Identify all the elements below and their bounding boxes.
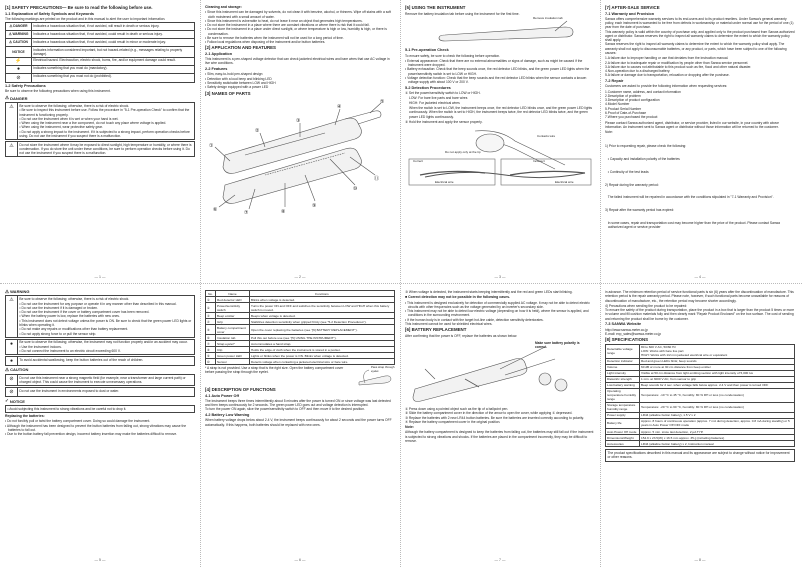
manual-page-5 bbox=[0, 283, 200, 566]
list-item: • Capacity and installation polarity of the batteries bbox=[605, 156, 680, 161]
figure-label: Do not apply only at the tip bbox=[445, 150, 481, 155]
warning-triangle-icon: ⚠ bbox=[6, 142, 18, 156]
paragraph: Although the battery compartment is designed to keep the batteries from falling out, the batteries may still fall out if the instrument is subjected to strong vibrations and shocks. If the batteries are placed in the compartment incorrectly, they may be difficult to remove. bbox=[405, 430, 594, 443]
spec-label: Storage temperature humidity range bbox=[606, 402, 640, 412]
subsection-title: 4-2 Battery Low Warning bbox=[205, 413, 250, 418]
prohibited-icon: ⊘ bbox=[6, 74, 32, 82]
battery-notes-list bbox=[5, 419, 195, 436]
section-title: [3] NAMES OF PARTS bbox=[205, 90, 251, 96]
section-title: [1] SAFETY PRECAUTIONS— Be sure to read the following before use. bbox=[5, 5, 153, 10]
cell-function: Pull this out before use (see "[5] USING THE INSTRUMENT"). bbox=[250, 335, 395, 341]
list-item: • Detection with a loud beep and blinking LED bbox=[205, 76, 272, 81]
usage-figure bbox=[405, 125, 595, 187]
figure-label: Electrical wire bbox=[555, 180, 574, 185]
list-item: 2) Repair during the warranty period: bbox=[605, 182, 659, 187]
notice-label: NOTICE bbox=[9, 398, 25, 404]
table-row bbox=[606, 418, 795, 428]
warning-box bbox=[5, 295, 195, 337]
spec-label: Low battery warning bbox=[606, 382, 640, 388]
warning-text: Be sure to observe the following; otherwise, there is a risk of electric shock. • Do not use the instrument for any purpose or operate it in any manner other than described in this manual. • Do not use the instrument if it is damaged or broken. • Do not use the instrument if the cover or battery compartment cover has been removed. • When the battery power is low, replace the batteries with new ones. • This instrument does not detect voltage unless the power is ON. Be sure to check that the green power LED lights or blinks when operating it. • Do not make any repairs or modifications other than battery replacement. • Do not apply strong force to or pull the sensor strip. bbox=[19, 297, 192, 336]
figure-label: Electrical wire bbox=[435, 180, 454, 185]
keyword-text: Indicates a hazardous situation that, if not avoided, could result in minor or moderate injury. bbox=[33, 39, 166, 44]
keyword-label: ⚠ WARNING bbox=[6, 31, 32, 38]
cell-name: Beep emitter bbox=[216, 313, 250, 319]
page-number: — 2 — bbox=[294, 275, 306, 280]
insulation-tab-figure bbox=[405, 17, 595, 47]
strap-note-row bbox=[205, 366, 395, 386]
keyword-text: Indicates something that you must do (mandatory). bbox=[33, 66, 108, 71]
spec-label: Detectable voltage range bbox=[606, 344, 640, 358]
danger-box bbox=[5, 141, 195, 157]
caution-box bbox=[5, 387, 195, 397]
mandatory-icon: ● bbox=[6, 357, 18, 365]
cell-function: Stabilizes detection sensitivity when gripped firmly (see "5-2 Detection Procedures"). bbox=[250, 319, 395, 325]
keyword-text: Electrical hazard. Electrocution, electric shock, burns, fire, and/or equipment damage could result. bbox=[33, 58, 176, 63]
list-item: 1.A failure due to improper handling or use that deviates from the instruction manual. bbox=[605, 56, 729, 61]
manual-page-8 bbox=[600, 283, 800, 566]
subsection-title: 1-1 Explanation of Safety Symbols and Keywords bbox=[5, 11, 95, 16]
section-title: [8] SPECIFICATIONS bbox=[605, 337, 649, 343]
list-item: 2.A failure due to inadequate repair or modification by people other than Sanwa service personnel. bbox=[605, 60, 749, 65]
mandatory-icon: ● bbox=[6, 340, 18, 354]
warning-label: WARNING bbox=[10, 288, 30, 294]
table-row bbox=[606, 344, 795, 358]
detector-drawing bbox=[405, 17, 595, 47]
keyword-text: Indicates a hazardous situation that, if not avoided, will result in death or serious injury. bbox=[33, 23, 160, 28]
cell-no: ② bbox=[206, 303, 216, 313]
caution-text: Do not use this instrument near a strong magnetic field (for example, near a transformer and large current path) or charged object. This could cause the instrument to execute unnecessary operations. bbox=[19, 375, 186, 385]
list-item: • Do not store the instrument in a place under direct sunlight, or where temperature is high or low, humidity is high, or there is condensation. bbox=[205, 27, 387, 36]
cell-function: Holds the edge of cloth when the instrument is stored in a pocket. bbox=[250, 347, 395, 353]
list-item: ② Slide the battery compartment cover in the direction of the arrow to open the cover, while applying ① depressed. bbox=[405, 411, 573, 416]
notice-text: • Avoid subjecting this instrument to strong vibrations and be careful not to drop it. bbox=[7, 406, 127, 411]
subsection-title: 7-1 Warranty and Provision bbox=[605, 11, 655, 16]
cell-function: Detects voltage when contacting a jacketed electrical wire or bare wire. bbox=[250, 359, 395, 365]
paragraph: ② Hold the instrument and apply the sensor properly. bbox=[405, 119, 483, 124]
part-number-label: ④ bbox=[337, 104, 342, 111]
paragraph: After confirming that the power is OFF, replace the batteries as shown below. bbox=[405, 333, 518, 338]
keyword-row bbox=[6, 39, 194, 47]
note-heading: Note: bbox=[605, 130, 613, 135]
list-item: 3) Repair after the warranty period has expired: bbox=[605, 208, 675, 213]
warning-box bbox=[5, 339, 195, 355]
list-item: 3.A failure due to causes not attributable to this product such as fire, flood and other natural disaster. bbox=[605, 64, 752, 69]
list-item: 3.Description of product configuration bbox=[605, 98, 660, 103]
list-item: 1.Customer name, address, and contact information bbox=[605, 89, 681, 94]
spec-label: Power supply bbox=[606, 412, 640, 418]
cell-function: Open the cover replacing the batteries (see "[6] BATTERY REPLACEMENT"). bbox=[250, 325, 395, 335]
spec-label: Battery life bbox=[606, 418, 640, 428]
notice-heading bbox=[5, 398, 195, 404]
danger-box bbox=[5, 102, 195, 140]
list-item: • Due to the button battery fall prevention design, incorrect battery insertion may make the batteries difficult to remove. bbox=[5, 432, 178, 437]
list-item: 5.A failure or damage due to transportation, relocation or dropping after the purchase. bbox=[605, 73, 730, 78]
cell-name: Strap eyelet* bbox=[216, 341, 250, 347]
cell-name: Power/sensitivity switch bbox=[216, 303, 250, 313]
keyword-table bbox=[5, 22, 195, 83]
paragraph: When battery voltage drops below about 2.4 V, the instrument beeps continuously for about 2 seconds and the power turns OFF automatically. If this happens, both batteries should be replaced with new ones. bbox=[205, 418, 392, 427]
subsection-title: ■ Correct detection may not be possible in the following cases. bbox=[405, 295, 510, 300]
cell-no: ⑥ bbox=[206, 335, 216, 341]
subsection-title: Replacing the batteries: bbox=[5, 414, 45, 419]
part-number-label: ⑪ bbox=[374, 176, 380, 183]
features-list bbox=[205, 72, 395, 89]
warning-text: Be sure to observe the following; otherwise, the instrument may not function properly and/or an accident may occur. • Use the instrument indoors. • Do not connect the instrument to an electric circuit exceeding 600 V. bbox=[19, 340, 188, 353]
column-header: Functions bbox=[250, 291, 395, 297]
subsection-title: 1-2 Safety Precautions bbox=[5, 84, 46, 89]
caution-heading bbox=[5, 367, 195, 373]
keyword-row bbox=[6, 74, 194, 82]
list-item: ① Press down using a pointed object such as the tip of a ballpoint pen. bbox=[405, 407, 509, 412]
cell-name: Grip bbox=[216, 319, 250, 325]
list-item: • Although the instrument has been designed to prevent the button batteries from falling out, strong vibrations may cause the batteries to fall out. bbox=[5, 423, 187, 432]
manual-page-1 bbox=[0, 0, 200, 283]
spec-label: Accessories bbox=[606, 441, 640, 447]
figure-label: Remove insulation tab bbox=[533, 15, 563, 20]
paragraph: Be sure to observe the following precautions when using this instrument. bbox=[5, 89, 111, 94]
table-row bbox=[206, 303, 395, 313]
list-item: ④ Replace the battery compartment cover in the original position. bbox=[405, 419, 501, 424]
figure-label: Pass strap through eyelet bbox=[371, 365, 395, 373]
paragraph: Remove the battery insulation tab before using the instrument for the first time. bbox=[405, 11, 520, 16]
strap-figure bbox=[355, 366, 395, 386]
list-item: • Continuity of the test leads bbox=[605, 169, 649, 174]
list-item: 5.Product Serial Number bbox=[605, 106, 642, 111]
list-item: • Since this instrument is vulnerable to heat, do not leave it near an object that generates high temperatures. bbox=[205, 18, 363, 23]
list-item: ③ Replace the batteries with 2 new LR44 button batteries. Be sure the batteries are inserted correctly according to polarity. bbox=[405, 415, 585, 420]
notice-text: The product specifications described in this manual and its appearance are subject to change without notice for improvement or other reasons. bbox=[607, 451, 790, 460]
spec-value: Temperature: -20 °C to 60 °C, humidity: 80 % RH or less (no condensation) bbox=[640, 402, 795, 412]
subsection-title: 5-1 Pre-operation Check bbox=[405, 48, 449, 53]
warning-heading bbox=[5, 289, 195, 295]
list-item: • Slim, easy-to-hold pen-shaped design bbox=[205, 72, 263, 77]
spec-label: Operating temperature humidity range bbox=[606, 388, 640, 402]
list-item: 6.Proof of Date-of-Purchase bbox=[605, 111, 647, 115]
spec-value: Visible at 50 cm distance from light emitting section with light intensity of 5,000 lux bbox=[640, 370, 795, 376]
list-item: • Follow local regulations when disposing of the instrument and/or button batteries. bbox=[205, 40, 326, 45]
caution-box bbox=[5, 374, 195, 386]
danger-heading bbox=[5, 95, 195, 101]
cleaning-list bbox=[205, 10, 395, 44]
parts-diagram bbox=[205, 97, 395, 215]
keyword-row bbox=[6, 23, 194, 31]
paragraph: The following markings are printed on the product and in this manual to alert the user to important information. bbox=[5, 16, 166, 21]
battery-steps-list bbox=[405, 407, 595, 424]
cell-name: Green power LED bbox=[216, 353, 250, 359]
page-number: — 8 — bbox=[694, 558, 706, 563]
warning-triangle-icon: ⚠ bbox=[5, 288, 10, 294]
prohibited-icon: ⊘ bbox=[6, 388, 18, 396]
list-item: • Battery exhaustion: Check that the beep sounds once, the red detector LED blinks, and the green power LED lights when the power/sensitivity switch is set to LOW or HIGH. bbox=[405, 67, 590, 76]
spec-value: Red and green LEDs blink; beep sounds bbox=[640, 358, 795, 364]
cell-no: ⑧ bbox=[206, 347, 216, 353]
section-title: [6] BATTERY REPLACEMENT bbox=[405, 327, 467, 333]
table-row bbox=[606, 441, 795, 447]
prohibited-icon: ⊘ bbox=[6, 375, 18, 385]
subsection-title: 2-1 Application bbox=[205, 52, 233, 57]
spec-label: Light intensity bbox=[606, 370, 640, 376]
cell-name: Sensor bbox=[216, 359, 250, 365]
subsection-title: 2-2 Features bbox=[205, 67, 228, 72]
spec-change-notice bbox=[605, 449, 795, 462]
paragraph: HIGH: For jacketed electrical wires bbox=[409, 100, 460, 105]
polarity-callout: Make sure battery polarity is correct. bbox=[535, 341, 580, 350]
cell-no: ⑤ bbox=[206, 325, 216, 335]
part-number-label: ⑩ bbox=[353, 186, 358, 193]
battery-figure bbox=[405, 339, 595, 407]
spec-value: 154.9 x 23.5(W) x 16.5 mm approx. 35 g (including batteries) bbox=[640, 435, 795, 441]
subsection-title: Cleaning and storage: bbox=[205, 5, 242, 10]
figure-label: Correct bbox=[413, 159, 423, 164]
column-header: Name bbox=[216, 291, 250, 297]
spec-value: LR44 (alkaline button battery) x 2, Instruction manual bbox=[640, 441, 795, 447]
mandatory-icon: ● bbox=[6, 66, 32, 73]
voltage-detector-drawing bbox=[205, 97, 395, 215]
manual-page-6 bbox=[200, 283, 400, 566]
part-number-label: ⑧ bbox=[281, 209, 286, 216]
page-number: — 1 — bbox=[94, 275, 106, 280]
spec-label: Auto Power Off mode bbox=[606, 429, 640, 435]
cell-no: ⑦ bbox=[206, 341, 216, 347]
list-item: 1) Prior to requesting repair, please check the following: bbox=[605, 143, 687, 148]
list-item: The failed instrument will be repaired in accordance with the conditions stipulated in "7-1 Warranty and Provision". bbox=[605, 195, 774, 200]
spec-value: Beep sounds for 2 sec. when voltage falls below approx. 2.4 V and then power is turned OFF bbox=[640, 382, 795, 388]
table-row bbox=[606, 388, 795, 402]
keyword-label: NOTICE bbox=[6, 47, 32, 57]
danger-text: Do not store the instrument where it may be exposed to direct sunlight, high temperature or humidity, or where there is condensation. If you do store the unit under these conditions, be sure to perform operation checks before using it. Do not use the instrument if you suspect there is a malfunction. bbox=[19, 142, 192, 156]
cell-function: Beeps when voltage is detected. bbox=[250, 313, 395, 319]
list-item: • Be sure to remove the batteries when the instrument will not be used for a long period of time. bbox=[205, 35, 344, 40]
subsection-title: 4-1 Auto Power Off bbox=[205, 393, 240, 398]
spec-value: Approx. 8 hours of continuous operation (approx. 7 mA during detection, approx. 0.8 mA during standby) or 5 years in Auto Power Off OFF mode bbox=[640, 418, 795, 428]
part-number-label: ① bbox=[209, 143, 214, 150]
paragraph: To ensure safety, be sure to check the following before operation. bbox=[405, 53, 501, 58]
cell-function: Turns the power ON and OFF and switches the sensitivity between LOW and HIGH when this battery switch is moved. bbox=[250, 303, 395, 313]
spec-label: Dimensions/Weight bbox=[606, 435, 640, 441]
list-item: 7.Where you purchased the product bbox=[605, 115, 658, 120]
subsection-title: 5-2 Detection Procedures bbox=[405, 85, 451, 90]
electric-hazard-icon: ⚡ bbox=[6, 58, 32, 65]
page-number: — 4 — bbox=[694, 275, 706, 280]
subsection-title: 7-3 SANWA Website bbox=[605, 322, 642, 327]
cell-name: Red detector LED bbox=[216, 297, 250, 303]
spec-label: Dielectric strength bbox=[606, 376, 640, 382]
page-number: — 6 — bbox=[294, 558, 306, 563]
paragraph: When the switch is set to LOW, the instrument beeps once, the red detector LED blinks once, and the green power LED lights continuously. When the switch is set to HIGH, the instrument beeps twice, the red detector LED blinks twice, and the green power LED lights continuously. bbox=[409, 105, 593, 119]
list-item: In some cases, repair and transportation cost may become higher than the price of the product. Please contact Sanwa authorized agent or service provider bbox=[605, 221, 781, 230]
table-row bbox=[206, 359, 395, 365]
part-number-label: ⑦ bbox=[244, 210, 249, 216]
keyword-text: Indicates information considered important, but not hazard-related (e.g., messages relating to property damage). bbox=[33, 47, 183, 56]
paragraph: ③ When voltage is detected, the instrument starts beeping intermittently and the red and green LEDs start blinking. bbox=[405, 290, 573, 294]
warning-triangle-icon: ⚠ bbox=[5, 95, 10, 101]
paragraph: 4) Precautions when sending the product to be repaired: To ensure the safety of the product during transportation, place the product in a box that is larger than the product 5 times or more in volume and fill cushion materials fully and then clearly mark "Repair Product Enclosed" on the box surface. The cost of sending and returning the product shall be borne by the customer. bbox=[605, 303, 795, 321]
danger-label: DANGER bbox=[10, 95, 28, 101]
list-item: • This instrument may not be able to detect low electric voltage (depending on how it is held), where the sensor is applied, and conditions in the surrounding environment. bbox=[405, 309, 589, 318]
paragraph: Please contact Sanwa authorized agent, distributor, or service provider, listed in our website, in your country with above information. An instrument sent to Sanwa agent or distributor without those information will be returned to the customer. bbox=[605, 120, 779, 129]
spec-value: LR44 (alkaline button battery), 1.5 V x 2 bbox=[640, 412, 795, 418]
email-address[interactable]: E-mail: exp_sales@sanwa-meter.co.jp bbox=[605, 331, 662, 336]
cell-no: ⑩ bbox=[206, 359, 216, 365]
manual-page-3 bbox=[400, 0, 600, 283]
part-number-label: ③ bbox=[296, 118, 301, 125]
cell-function: Blinks when voltage is detected. bbox=[250, 297, 395, 303]
notice-icon: ✓ bbox=[5, 398, 9, 404]
spec-value: Temperature: -10 °C to 45 °C, humidity: 80 % RH or less (no condensation) bbox=[640, 388, 795, 402]
column-header: No. bbox=[206, 291, 216, 297]
keyword-label: ⚠ DANGER bbox=[6, 23, 32, 30]
list-item: This instrument cannot be used for shielded electrical wires. bbox=[405, 321, 493, 326]
notice-box bbox=[5, 405, 195, 413]
check-list bbox=[405, 59, 595, 85]
part-number-label: ⑨ bbox=[312, 203, 317, 210]
keyword-text: Indicates a hazardous situation that, if not avoided, could result in death or serious injury. bbox=[33, 31, 163, 36]
spec-value: 1 min. at 3000 V AC, from sensor to grip bbox=[640, 376, 795, 382]
section-title: [4] DESCRIPTION OF FUNCTIONS bbox=[205, 387, 276, 393]
cell-name: Clip bbox=[216, 347, 250, 353]
warning-text: To avoid accidental swallowing, keep the button batteries out of the reach of children. bbox=[19, 357, 144, 362]
list-item: 4.Non-operation due to a discharged battery. bbox=[605, 69, 671, 74]
paragraph: Customers are asked to provide the following information when requesting services: bbox=[605, 84, 728, 89]
caution-label: CAUTION bbox=[10, 367, 29, 373]
cell-function: Lights or blinks when the power is ON. Blinks when voltage is detected. bbox=[250, 353, 395, 359]
table-row bbox=[606, 402, 795, 412]
part-number-label: ② bbox=[255, 128, 260, 135]
figure-label: Contacts wire bbox=[537, 134, 556, 139]
page-number: — 7 — bbox=[494, 558, 506, 563]
repair-info-list bbox=[605, 90, 795, 120]
page-number: — 5 — bbox=[94, 558, 106, 563]
list-item: • Safety design equipped with a power LED bbox=[205, 85, 269, 90]
spec-value: Approx. 5 min. since last detection, 2 µA TYP. bbox=[640, 429, 795, 435]
paragraph: Sanwa offers comprehensive warranty services to its end-users and to its product resellers. Under Sanwa's general warranty policy, each instrument is warranted to be free from defects in workmanship or material under normal use for the period of one (1) year from the date of purchase. This warranty policy is valid within the country of purchase only, and applied only to the product purchased from Sanwa authorized agent or distributor. Sanwa reserves the right to inspect all warranty claims to determine the extent to which the warranty policy shall apply. Sanwa reserves the right to inspect all warranty claims to determine the extent to which the warranty policy shall apply. The warranty shall not apply to disconsumable batteries, or any product, or parts, which have been subject to one of the following causes: bbox=[605, 16, 795, 55]
part-number-label: ⑥ bbox=[213, 207, 218, 214]
manual-page-4 bbox=[600, 0, 800, 283]
hand-holding-detector-drawing bbox=[405, 125, 595, 187]
note-heading: Note: bbox=[405, 425, 414, 430]
spec-label: Volume bbox=[606, 364, 640, 370]
paragraph: ① Set the power/sensitivity switch to LOW or HIGH. bbox=[405, 91, 481, 96]
keyword-row bbox=[6, 58, 194, 66]
keyword-label: ⚠ CAUTION bbox=[6, 39, 32, 46]
page-number: — 3 — bbox=[494, 275, 506, 280]
figure-label: Incorrect bbox=[533, 159, 545, 164]
list-item: • Do not store the instrument in a place where there are constant vibrations or where there is risk that it could fall. bbox=[205, 23, 370, 28]
list-item: • Voltage detection function: Check that the beep sounds and the red detector LED blinks when the sensor contacts a known voltage supply with about 100 V or 200 V. bbox=[405, 75, 587, 85]
manual-page-2 bbox=[200, 0, 400, 283]
paragraph: * A strap is not provided. Use a strap that is the right size. Open the battery compartment cover before passing the strap through the eyelet. bbox=[205, 366, 344, 375]
list-item: • Do not forcibly pull or twist the battery compartment cover. Doing so could damage the instrument. bbox=[5, 419, 151, 424]
cell-name: Battery compartment cover bbox=[216, 325, 250, 335]
spec-value: 60 dB or more at 30 cm distance from beep emitter bbox=[640, 364, 795, 370]
paragraph: in advance. The minimum retention period of service functional parts is six (6) years after the discontinuation of manufacture. This retention period is the repair warranty period. Please note, however, if such functional parts become unavailable for reasons of discontinuation of manufacture, etc., the retention period may become shorter accordingly. bbox=[605, 290, 794, 303]
repair-notes-list bbox=[605, 135, 795, 238]
specifications-table bbox=[605, 344, 795, 447]
caution-text: Do not use the instrument in environments exposed to dust or water. bbox=[19, 388, 120, 393]
cell-function: Accommodates a hand strap. bbox=[250, 341, 395, 347]
parts-table bbox=[205, 290, 395, 365]
list-item: • External appearance: Check that there are no external abnormalities or signs of damage, such as might be caused if the instrument were dropped. bbox=[405, 58, 583, 68]
spec-value: 80 to 600 V AC, 50/60 Hz LOW: Works with bare live part HIGH: Works with 1/2 mm jacketed electrical wire or equivalent bbox=[640, 344, 795, 358]
keyword-text: Indicates something that you must not do (prohibited). bbox=[33, 74, 112, 79]
keyword-row bbox=[6, 66, 194, 74]
section-title: [2] APPLICATION AND FEATURES bbox=[205, 45, 276, 51]
section-title: [5] USING THE INSTRUMENT bbox=[405, 5, 466, 10]
list-item: 2.Description of problem bbox=[605, 93, 641, 98]
table-row bbox=[206, 325, 395, 335]
keyword-row bbox=[6, 31, 194, 39]
warning-box bbox=[5, 356, 195, 366]
paragraph: This instrument is a pen-shaped voltage detector that can check jacketed electrical wires and bare wires that use AC voltage in live wire conditions. bbox=[205, 57, 390, 66]
cell-no: ① bbox=[206, 297, 216, 303]
manual-page-7 bbox=[400, 283, 600, 566]
warning-triangle-icon: ⚠ bbox=[6, 103, 18, 139]
cell-no: ③ bbox=[206, 313, 216, 319]
cell-no: ⑨ bbox=[206, 353, 216, 359]
list-item: 4.Model Number bbox=[605, 102, 630, 107]
danger-text: Be sure to observe the following; otherwise, there is a risk of electric shock. • Be sure to inspect this instrument before use. Follow the procedure in "5-1 Pre-operation Check" to confirm that the instrument is functioning properly. • Do not use the instrument when it is wet or when your hand is wet. • When using the instrument near a live component, do not touch any place where voltage is applied. • When using the instrument, wear protective safety gear. • Do not apply a strong impact to the instrument. If it is subjected to a strong impact, perform operation checks before using. Do not use the instrument if you suspect there is a malfunction. bbox=[19, 103, 190, 138]
list-item: • Sensitivity switchable between LOW and HIGH bbox=[205, 80, 276, 85]
list-item: • This instrument is designed exclusively for detection of commercially supplied AC voltage. It may not be able to detect electric circuits with other frequencies such as the voltage generated by an inverter's secondary side. bbox=[405, 300, 590, 309]
paragraph: LOW: For bare live parts and bare wires bbox=[409, 96, 468, 101]
warning-triangle-icon: ⚠ bbox=[5, 367, 10, 373]
cell-no: ④ bbox=[206, 319, 216, 325]
warning-triangle-icon: ⚠ bbox=[6, 296, 18, 336]
spec-label: Detection indicator bbox=[606, 358, 640, 364]
subsection-title: 7-2 Repair bbox=[605, 79, 624, 84]
limitations-list bbox=[405, 301, 595, 327]
website-url[interactable]: http://www.sanwa-meter.co.jp bbox=[605, 327, 648, 332]
cell-name: Insulation tab bbox=[216, 335, 250, 341]
keyword-row bbox=[6, 47, 194, 58]
list-item: • Since this instrument can be damaged by solvents, do not clean it with benzine, alcohol, or thinners. Wipe off stains with a soft cloth moistened with a small amount of water. bbox=[205, 10, 392, 19]
warranty-exclusions-list bbox=[605, 56, 795, 77]
list-item: • If the human body is in contact with the target hot-line cable, detection sensitivity deteriorates. bbox=[405, 317, 544, 322]
paragraph: The instrument beeps three times intermittently about 5 minutes after the power is turned ON or since voltage was last detected and then beeps continuously for 2 seconds. The green power LED goes out and voltage detection is interrupted. To turn the power ON again, slice the power/sensitivity switch to OFF and then move it to the desired position. bbox=[205, 398, 391, 412]
part-number-label: ⑤ bbox=[380, 99, 385, 106]
section-title: [7] AFTER-SALE SERVICE bbox=[605, 5, 660, 10]
